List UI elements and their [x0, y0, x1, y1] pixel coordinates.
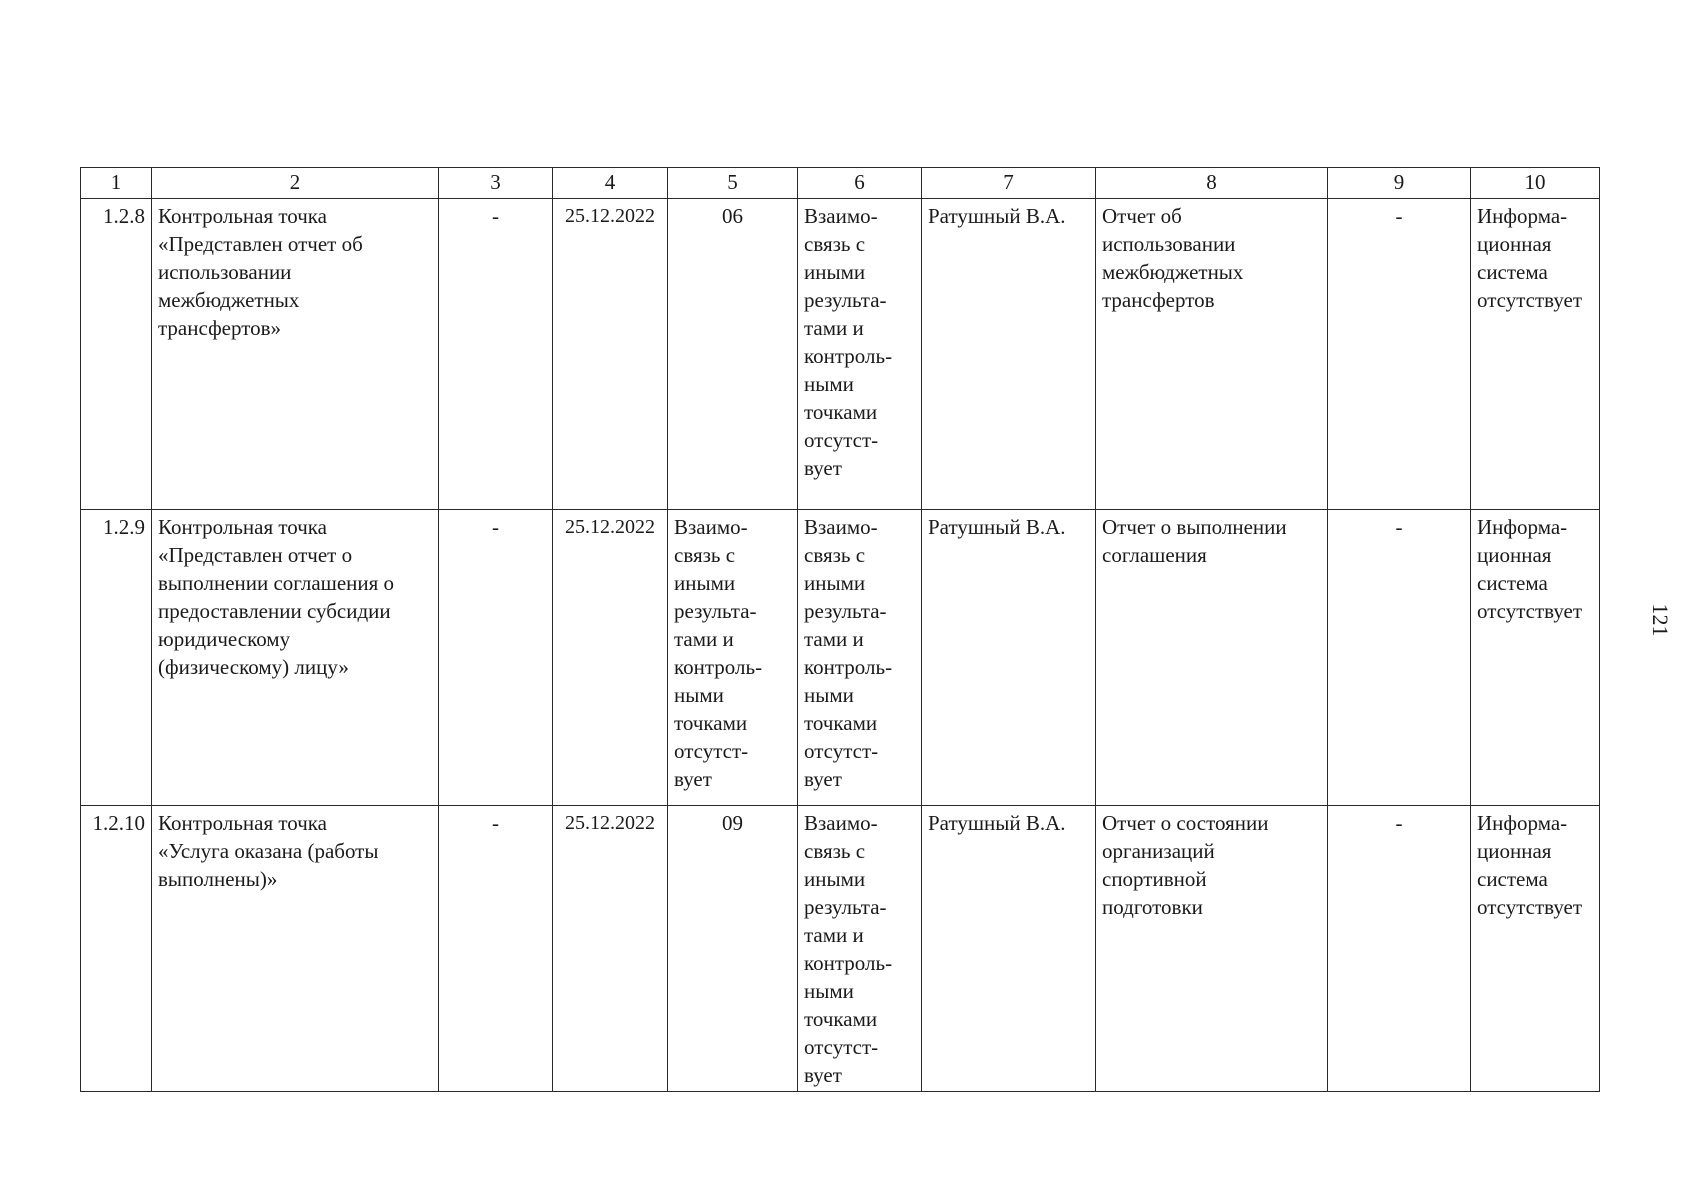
information-system: Информа- ционная система отсутствует [1471, 806, 1600, 1092]
column-header: 6 [798, 168, 922, 199]
due-date: 25.12.2022 [553, 199, 668, 510]
information-system: Информа- ционная система отсутствует [1471, 510, 1600, 806]
cell-col5: 06 [668, 199, 798, 510]
column-header: 8 [1096, 168, 1328, 199]
column-header: 9 [1328, 168, 1471, 199]
row-number: 1.2.9 [81, 510, 152, 806]
relationship-cell: Взаимо- связь с иными результа- тами и контроль- ными точками отсутст- вует [798, 199, 922, 510]
cell-col9: - [1328, 510, 1471, 806]
column-header: 7 [922, 168, 1096, 199]
cell-col9: - [1328, 199, 1471, 510]
cell-col5: 09 [668, 806, 798, 1092]
due-date: 25.12.2022 [553, 806, 668, 1092]
column-header: 4 [553, 168, 668, 199]
responsible-person: Ратушный В.А. [922, 510, 1096, 806]
column-header: 3 [439, 168, 553, 199]
table-row [81, 199, 1600, 510]
report-document: Отчет о состоянии организаций спортивной подготовки [1096, 806, 1328, 1092]
cell-col3: - [439, 199, 553, 510]
relationship-cell: Взаимо- связь с иными результа- тами и контроль- ными точками отсутст- вует [798, 806, 922, 1092]
row-number: 1.2.8 [81, 199, 152, 510]
control-points-table [80, 167, 1600, 1092]
control-point-name: Контрольная точка «Услуга оказана (работы выполнены)» [152, 806, 439, 1092]
responsible-person: Ратушный В.А. [922, 806, 1096, 1092]
column-header: 2 [152, 168, 439, 199]
column-header: 5 [668, 168, 798, 199]
table-row [81, 806, 1600, 1092]
report-document: Отчет об использовании межбюджетных трансфертов [1096, 199, 1328, 510]
due-date: 25.12.2022 [553, 510, 668, 806]
column-header: 10 [1471, 168, 1600, 199]
cell-col3: - [439, 806, 553, 1092]
report-document: Отчет о выполнении соглашения [1096, 510, 1328, 806]
row-number: 1.2.10 [81, 806, 152, 1092]
table-row [81, 510, 1600, 806]
table-header-row [81, 168, 1600, 199]
control-point-name: Контрольная точка «Представлен отчет о выполнении соглашения о предоставлении субсидии юридическому (физическому) лицу» [152, 510, 439, 806]
page-number: 121 [1648, 603, 1673, 637]
cell-col5: Взаимо- связь с иными результа- тами и контроль- ными точками отсутст- вует [668, 510, 798, 806]
control-point-name: Контрольная точка «Представлен отчет об использовании межбюджетных трансфертов» [152, 199, 439, 510]
information-system: Информа- ционная система отсутствует [1471, 199, 1600, 510]
cell-col3: - [439, 510, 553, 806]
cell-col9: - [1328, 806, 1471, 1092]
relationship-cell: Взаимо- связь с иными результа- тами и контроль- ными точками отсутст- вует [798, 510, 922, 806]
responsible-person: Ратушный В.А. [922, 199, 1096, 510]
column-header: 1 [81, 168, 152, 199]
